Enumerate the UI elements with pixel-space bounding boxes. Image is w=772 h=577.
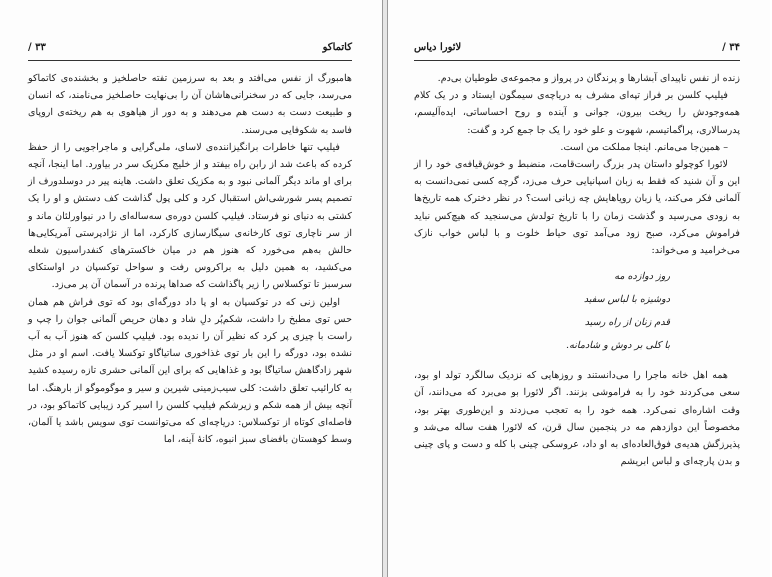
poem-line: با کلی بر دوش و شادمانه. [566,340,670,352]
right-page [387,0,770,577]
left-header-title: کاتماکو [322,42,352,53]
left-paragraph-3: اولین زنی که در توکسپان به او پا داد دورگه‌ای بود که توی فراش هم همان حس توی مطبخ را داشت، شکم‌پُر دلِ شاد و دهان حریص آلمانی جوان را چپ و راست با چیزی پر کرد که نظیر آن را ندیده بود. فیلیپ کلسن که هنوز آب به آب نشده بود، دورگه را این بار توی غذاخوری ساتیاگاو توکسلا یافت. اسم او در مثل شهر زادگاهش ساتیاگا بود و غذاهایی که برای این آلمانی حشری تازه رسیده کشید به کارائیب تعلق داشت: کلی سیب‌زمینی شیرین و سیر و موگوموگو از بارهنگ. اما آنچه بیش از همه شکم و زیرشکم فیلیپ کلسن را اسیر کرد زیبایی کاتماکو بود، در فاصله‌ای کوتاه از توکسلاس: دریاچه‌ای که می‌توانست توی سویس باشد یا آلمان، وسط کوهستان بافضای سبز انبوه، کانهٔ آینه، اما [28,296,352,446]
poem-block [414,265,740,357]
left-header-rule [28,60,352,61]
right-paragraph-3: لائورا کوچولو داستان پدر بزرگ راست‌قامت، منضبط و خوش‌قیافه‌ی خود را از این و آن شنید که فقط به زبان اسپانیایی حرف می‌زد، گرچه کسی نمی‌دانست به آلمانی فکر می‌کند، یا زبان رویاهایش چه زبانی است؟ در نظر دخترک همه تاریخ‌ها به زودی می‌رسید و گذشت زمان را با تاریخ تولدش می‌سنجید که هیچ‌کس نباید فراموش می‌کرد، صبح زود می‌آمد توی حیاط خلوت و با لباس خواب نازک می‌خرامید و می‌خواند: [414,159,740,257]
left-paragraph-1: هامبورگ از نفس می‌افتد و بعد به سرزمین تفته حاصلخیز و بخشنده‌ی کاتماکو می‌رسد، جایی که در سخنرانی‌هاشان آن را بی‌نهایت حاصلخیز می‌نامند، که انسان و طبیعت دست به دست هم می‌دهند و به دور از هیاهوی به هم ریخته‌ی اروپای فاسد به شکوفایی می‌رسند. [28,73,352,136]
left-paragraph-2: فیلیپ تنها خاطرات برانگیزاننده‌ی لاسای، ملی‌گرایی و ماجراجویی را از حفظ کرده که باعث شد از رابن راه بیفتد و از خلیج مکزیک سر در بیاورد. اما اینجا، آنچه برای او ماند دیگر آلمانی نبود و به مکزیک تعلق داشت. هاینه پیر در دوسلدورف از تصمیم پسر شورشی‌اش استقبال کرد و کلی پول گذاشت کف دستش و او را یک کشتی به دنیای نو فرستاد. فیلیپ کلسن دوره‌ی سه‌ساله‌ای را در نیواورلئان ماند و از سر ناچاری توی کارخانه‌ی سیگارسازی کارکرد، اما از نژادپرستی آمریکایی‌ها حالش به‌هم می‌خورد که هنوز هم در میان خاکسترهای کنفدراسیون شعله می‌کشید، به همین دلیل به براکروس رفت و سواحل توکسپان در اواستکای سرسبز تا توکسلاس را زیر پاگذاشت که صداها پرنده در آسمان آن پر می‌زد. [28,141,352,291]
right-paragraph-4: همه اهل خانه ماجرا را می‌دانستند و روزهایی که نزدیک سالگرد تولد او بود، سعی می‌کردند خود را به فراموشی بزنند. اگر لائورا بو می‌برد که می‌دانند، آن وقت اشاره‌ای نمی‌کرد. همه خود را به تعجب می‌زدند و این‌طوری بهتر بود، مخصوصاً این دوازدهم مه در پنجمین سال قرن، که لائورا هفت ساله می‌شد و پذیرزگش هدیه‌ی فوق‌العاده‌ای به او داد، عروسکی چینی با کله و دست و پای چینی و بدن پارچه‌ای و لباس ابریشم [414,370,740,468]
poem-line: روز دوازده مه [614,271,670,283]
right-paragraph-1: زنده از نفس ناپیدای آبشارها و پرندگان در پرواز و مجموعه‌ی طوطیان بی‌دم. [437,73,740,84]
left-page-header [28,42,352,60]
right-header-page-number: ۳۴ / [722,42,740,53]
left-page [0,0,383,577]
left-header-page-number: ۳۳ / [28,42,46,53]
poem-line: قدم زنان از راه رسید [584,317,670,329]
right-body-text [414,70,740,470]
right-paragraph-2: فیلیپ کلسن بر فراز تپه‌ای مشرف به دریاچه‌ی سیمگون ایستاد و در یک کلام همه‌وجودش را ریخت بیرون، جوانی و آینده و روح احساساتی، ایده‌آلیسم، پدرسالاری، پراگماتیسم، شهوت و علو خود را یک جا جمع کرد و گفت: [414,90,740,136]
right-page-header [414,42,740,60]
right-dialogue-line: – همین‌جا می‌مانم. اینجا مملکت من است. [560,141,728,153]
right-header-rule [414,60,740,61]
right-header-title: لائورا دیاس [414,42,462,53]
left-body-text [28,70,352,448]
poem-line: دوشیزه با لباس سفید [583,294,670,306]
